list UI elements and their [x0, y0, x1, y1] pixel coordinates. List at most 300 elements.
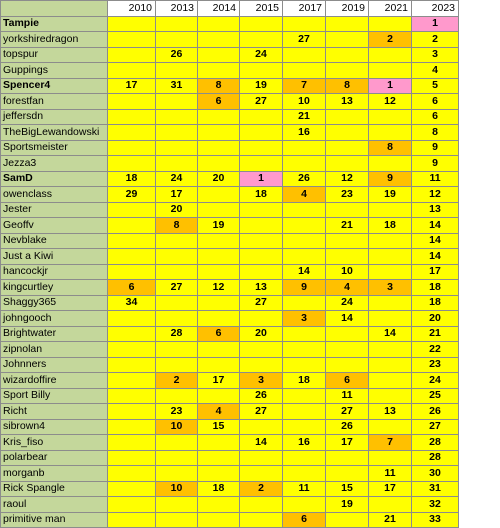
rank-2023-cell: 24 — [412, 373, 459, 389]
rank-2023-cell: 22 — [412, 342, 459, 358]
rank-cell: 26 — [240, 388, 283, 404]
rank-cell — [283, 249, 326, 265]
rank-cell — [156, 16, 198, 32]
table-row — [1, 249, 459, 265]
rank-cell — [283, 156, 326, 172]
rank-cell — [108, 63, 156, 79]
rank-cell — [108, 32, 156, 48]
rank-cell: 3 — [240, 373, 283, 389]
table-row — [1, 47, 459, 63]
rank-cell — [369, 264, 412, 280]
rank-cell — [326, 63, 369, 79]
rank-cell — [326, 233, 369, 249]
rank-cell: 24 — [326, 295, 369, 311]
rank-cell — [240, 218, 283, 234]
rank-cell: 10 — [156, 419, 198, 435]
rank-cell — [283, 140, 326, 156]
rank-2023-cell: 9 — [412, 140, 459, 156]
rank-cell: 27 — [240, 404, 283, 420]
player-name-cell: polarbear — [1, 450, 108, 466]
rank-cell — [108, 435, 156, 451]
rank-cell — [198, 47, 240, 63]
rank-cell: 10 — [283, 94, 326, 110]
rank-cell — [240, 202, 283, 218]
rank-cell: 19 — [240, 78, 283, 94]
rank-cell: 12 — [326, 171, 369, 187]
rank-cell — [108, 16, 156, 32]
player-name-cell: Rick Spangle — [1, 481, 108, 497]
table-row — [1, 512, 459, 528]
rank-cell: 16 — [283, 435, 326, 451]
player-name-cell: yorkshiredragon — [1, 32, 108, 48]
table-row — [1, 78, 459, 94]
rank-cell — [156, 311, 198, 327]
rank-2023-cell: 13 — [412, 202, 459, 218]
rank-cell — [156, 435, 198, 451]
rank-cell — [198, 295, 240, 311]
rank-cell — [108, 218, 156, 234]
rank-cell: 19 — [369, 187, 412, 203]
rank-2023-cell: 28 — [412, 450, 459, 466]
rank-cell — [198, 125, 240, 141]
table-row — [1, 342, 459, 358]
year-header-row — [1, 1, 459, 17]
player-name-cell: johngooch — [1, 311, 108, 327]
table-row — [1, 295, 459, 311]
player-name-cell: raoul — [1, 497, 108, 513]
table-row — [1, 466, 459, 482]
rank-cell: 21 — [326, 218, 369, 234]
rank-cell — [369, 109, 412, 125]
rank-cell — [240, 156, 283, 172]
rank-cell: 2 — [156, 373, 198, 389]
rank-cell: 31 — [156, 78, 198, 94]
rank-cell: 18 — [369, 218, 412, 234]
rank-cell: 8 — [198, 78, 240, 94]
player-name-cell: Geoffv — [1, 218, 108, 234]
rank-cell — [156, 249, 198, 265]
rank-2023-cell: 3 — [412, 47, 459, 63]
table-row — [1, 419, 459, 435]
rank-cell — [283, 295, 326, 311]
rank-2023-cell: 14 — [412, 249, 459, 265]
table-row — [1, 109, 459, 125]
rank-cell — [108, 125, 156, 141]
rank-2023-cell: 21 — [412, 326, 459, 342]
rank-cell — [326, 47, 369, 63]
rank-cell — [198, 342, 240, 358]
rank-cell — [283, 404, 326, 420]
rank-cell: 21 — [369, 512, 412, 528]
rank-cell: 11 — [283, 481, 326, 497]
rank-cell: 6 — [108, 280, 156, 296]
rank-cell — [108, 373, 156, 389]
rank-cell — [369, 202, 412, 218]
rank-cell — [369, 311, 412, 327]
rank-2023-cell: 18 — [412, 280, 459, 296]
rank-cell — [369, 47, 412, 63]
rank-cell: 14 — [283, 264, 326, 280]
rank-cell: 1 — [240, 171, 283, 187]
rank-cell: 26 — [156, 47, 198, 63]
table-row — [1, 202, 459, 218]
rank-cell: 17 — [198, 373, 240, 389]
rank-cell — [369, 388, 412, 404]
rank-cell: 7 — [369, 435, 412, 451]
rank-cell — [283, 326, 326, 342]
rank-2023-cell: 12 — [412, 187, 459, 203]
player-name-cell: Jezza3 — [1, 156, 108, 172]
rank-cell: 14 — [369, 326, 412, 342]
rank-cell: 6 — [283, 512, 326, 528]
rank-cell — [369, 63, 412, 79]
year-header: 2015 — [240, 1, 283, 17]
results-table-body — [1, 16, 459, 528]
rank-cell — [283, 233, 326, 249]
header-corner-cell — [1, 1, 108, 17]
player-name-cell: Just a Kiwi — [1, 249, 108, 265]
rank-cell — [240, 512, 283, 528]
rank-cell — [108, 388, 156, 404]
year-header: 2019 — [326, 1, 369, 17]
rank-cell — [326, 140, 369, 156]
rank-2023-cell: 6 — [412, 94, 459, 110]
rank-cell — [156, 466, 198, 482]
rank-cell — [108, 404, 156, 420]
year-header: 2021 — [369, 1, 412, 17]
rank-cell — [198, 187, 240, 203]
rank-2023-cell: 2 — [412, 32, 459, 48]
table-row — [1, 125, 459, 141]
rank-cell — [198, 311, 240, 327]
rank-cell — [283, 388, 326, 404]
rank-cell — [240, 63, 283, 79]
rank-cell — [198, 63, 240, 79]
rank-cell: 24 — [240, 47, 283, 63]
rank-cell — [198, 32, 240, 48]
player-name-cell: zipnolan — [1, 342, 108, 358]
rank-cell — [283, 357, 326, 373]
rank-cell: 18 — [198, 481, 240, 497]
rank-cell: 8 — [369, 140, 412, 156]
rank-cell — [198, 435, 240, 451]
rank-cell: 20 — [156, 202, 198, 218]
rank-cell — [156, 342, 198, 358]
rank-cell — [156, 32, 198, 48]
rank-cell — [198, 109, 240, 125]
rank-2023-cell: 1 — [412, 16, 459, 32]
table-row — [1, 218, 459, 234]
player-name-cell: sibrown4 — [1, 419, 108, 435]
rank-cell — [156, 233, 198, 249]
rank-cell — [108, 156, 156, 172]
rank-cell: 13 — [240, 280, 283, 296]
player-name-cell: hancockjr — [1, 264, 108, 280]
rank-cell — [108, 450, 156, 466]
rank-cell — [369, 357, 412, 373]
rank-cell — [156, 140, 198, 156]
rank-2023-cell: 33 — [412, 512, 459, 528]
rank-cell — [156, 357, 198, 373]
rank-cell — [240, 249, 283, 265]
rank-cell: 24 — [156, 171, 198, 187]
player-name-cell: Brightwater — [1, 326, 108, 342]
rank-cell — [156, 125, 198, 141]
rank-cell — [283, 342, 326, 358]
rank-cell — [326, 342, 369, 358]
player-name-cell: SamD — [1, 171, 108, 187]
rank-2023-cell: 4 — [412, 63, 459, 79]
player-name-cell: Richt — [1, 404, 108, 420]
rank-cell — [156, 109, 198, 125]
rank-cell: 27 — [240, 295, 283, 311]
player-name-cell: topspur — [1, 47, 108, 63]
table-row — [1, 16, 459, 32]
rank-cell — [240, 32, 283, 48]
rank-cell: 4 — [326, 280, 369, 296]
rank-cell: 8 — [156, 218, 198, 234]
player-name-cell: wizardoffire — [1, 373, 108, 389]
player-name-cell: Shaggy365 — [1, 295, 108, 311]
player-name-cell: jeffersdn — [1, 109, 108, 125]
rank-cell — [369, 16, 412, 32]
player-name-cell: Kris_fiso — [1, 435, 108, 451]
rank-2023-cell: 17 — [412, 264, 459, 280]
table-row — [1, 311, 459, 327]
rank-cell: 6 — [326, 373, 369, 389]
rank-cell: 20 — [198, 171, 240, 187]
rank-cell: 13 — [369, 404, 412, 420]
rank-cell — [326, 512, 369, 528]
rank-cell — [108, 94, 156, 110]
year-header: 2010 — [108, 1, 156, 17]
player-name-cell: TheBigLewandowski — [1, 125, 108, 141]
rank-cell — [156, 264, 198, 280]
rank-cell — [156, 388, 198, 404]
rank-cell — [240, 233, 283, 249]
rank-cell: 8 — [326, 78, 369, 94]
rank-cell: 26 — [326, 419, 369, 435]
rank-cell — [198, 450, 240, 466]
rank-cell — [156, 512, 198, 528]
rank-cell — [156, 450, 198, 466]
rank-cell: 4 — [198, 404, 240, 420]
rank-2023-cell: 6 — [412, 109, 459, 125]
table-row — [1, 373, 459, 389]
rank-cell — [240, 109, 283, 125]
rank-cell — [156, 295, 198, 311]
rank-cell — [108, 109, 156, 125]
rank-cell: 11 — [326, 388, 369, 404]
rank-cell: 34 — [108, 295, 156, 311]
rank-cell: 23 — [156, 404, 198, 420]
rank-cell — [156, 63, 198, 79]
table-row — [1, 94, 459, 110]
rank-cell: 17 — [108, 78, 156, 94]
rank-cell: 20 — [240, 326, 283, 342]
rank-cell: 1 — [369, 78, 412, 94]
table-row — [1, 388, 459, 404]
rank-2023-cell: 14 — [412, 218, 459, 234]
table-row — [1, 450, 459, 466]
table-row — [1, 326, 459, 342]
table-row — [1, 481, 459, 497]
rank-2023-cell: 9 — [412, 156, 459, 172]
rank-2023-cell: 18 — [412, 295, 459, 311]
rank-cell — [240, 16, 283, 32]
rank-cell — [326, 156, 369, 172]
rank-2023-cell: 31 — [412, 481, 459, 497]
rank-cell: 17 — [369, 481, 412, 497]
rank-cell: 15 — [198, 419, 240, 435]
table-row — [1, 264, 459, 280]
rank-cell: 10 — [156, 481, 198, 497]
rank-cell — [198, 16, 240, 32]
table-row — [1, 233, 459, 249]
year-header: 2013 — [156, 1, 198, 17]
year-header: 2014 — [198, 1, 240, 17]
rank-cell: 14 — [326, 311, 369, 327]
rank-cell — [108, 47, 156, 63]
rank-cell — [108, 342, 156, 358]
year-header: 2023 — [412, 1, 459, 17]
rank-cell: 9 — [369, 171, 412, 187]
table-row — [1, 357, 459, 373]
player-name-cell: owenclass — [1, 187, 108, 203]
rank-cell: 17 — [326, 435, 369, 451]
rank-cell: 10 — [326, 264, 369, 280]
rank-cell — [326, 125, 369, 141]
rank-cell: 12 — [198, 280, 240, 296]
rank-cell: 14 — [240, 435, 283, 451]
rank-cell: 13 — [326, 94, 369, 110]
rank-cell: 15 — [326, 481, 369, 497]
rank-cell: 9 — [283, 280, 326, 296]
rank-cell — [369, 233, 412, 249]
player-name-cell: Spencer4 — [1, 78, 108, 94]
player-name-cell: Guppings — [1, 63, 108, 79]
rank-cell — [369, 342, 412, 358]
rank-cell — [326, 357, 369, 373]
rank-cell — [198, 140, 240, 156]
table-row — [1, 187, 459, 203]
rank-cell — [326, 16, 369, 32]
rank-cell — [156, 94, 198, 110]
rank-cell — [240, 311, 283, 327]
rank-2023-cell: 23 — [412, 357, 459, 373]
rank-cell: 18 — [108, 171, 156, 187]
player-name-cell: Sport Billy — [1, 388, 108, 404]
rank-cell — [198, 357, 240, 373]
rank-cell — [283, 202, 326, 218]
rank-cell — [108, 326, 156, 342]
rank-cell — [369, 419, 412, 435]
rank-2023-cell: 14 — [412, 233, 459, 249]
rank-cell: 18 — [240, 187, 283, 203]
rank-cell — [283, 63, 326, 79]
player-name-cell: primitive man — [1, 512, 108, 528]
rank-cell — [108, 233, 156, 249]
rank-cell — [108, 357, 156, 373]
rank-cell: 27 — [283, 32, 326, 48]
rank-cell: 18 — [283, 373, 326, 389]
rank-cell: 16 — [283, 125, 326, 141]
rank-2023-cell: 20 — [412, 311, 459, 327]
table-row — [1, 63, 459, 79]
rank-cell: 26 — [283, 171, 326, 187]
rank-cell: 3 — [369, 280, 412, 296]
rank-cell: 6 — [198, 94, 240, 110]
player-name-cell: kingcurtley — [1, 280, 108, 296]
rank-cell — [108, 249, 156, 265]
rank-cell: 21 — [283, 109, 326, 125]
rank-cell — [108, 140, 156, 156]
player-name-cell: Nevblake — [1, 233, 108, 249]
table-row — [1, 140, 459, 156]
rank-cell: 6 — [198, 326, 240, 342]
rank-cell — [326, 450, 369, 466]
rank-cell — [108, 311, 156, 327]
table-row — [1, 32, 459, 48]
rank-cell — [283, 47, 326, 63]
rank-cell: 27 — [156, 280, 198, 296]
rank-cell: 2 — [240, 481, 283, 497]
rank-cell — [240, 450, 283, 466]
rank-cell: 29 — [108, 187, 156, 203]
player-name-cell: morganb — [1, 466, 108, 482]
rank-cell — [198, 233, 240, 249]
rank-cell: 17 — [156, 187, 198, 203]
rank-cell — [326, 249, 369, 265]
rank-cell — [198, 156, 240, 172]
table-row — [1, 156, 459, 172]
rank-cell — [283, 16, 326, 32]
rank-cell — [108, 202, 156, 218]
rank-cell: 23 — [326, 187, 369, 203]
rank-cell — [108, 512, 156, 528]
table-row — [1, 280, 459, 296]
rank-cell — [369, 125, 412, 141]
rank-cell — [326, 326, 369, 342]
rank-cell — [369, 295, 412, 311]
rank-cell — [326, 32, 369, 48]
table-row — [1, 171, 459, 187]
rank-cell — [283, 466, 326, 482]
rank-cell: 4 — [283, 187, 326, 203]
rank-cell: 28 — [156, 326, 198, 342]
rank-cell — [108, 419, 156, 435]
rank-cell: 2 — [369, 32, 412, 48]
rank-cell — [198, 512, 240, 528]
player-name-cell: Jester — [1, 202, 108, 218]
rank-cell: 3 — [283, 311, 326, 327]
rank-cell — [108, 481, 156, 497]
table-row — [1, 404, 459, 420]
rank-2023-cell: 28 — [412, 435, 459, 451]
rank-cell: 7 — [283, 78, 326, 94]
rank-2023-cell: 11 — [412, 171, 459, 187]
player-name-cell: forestfan — [1, 94, 108, 110]
rank-2023-cell: 30 — [412, 466, 459, 482]
rank-2023-cell: 26 — [412, 404, 459, 420]
player-name-cell: Tampie — [1, 16, 108, 32]
rank-cell — [283, 419, 326, 435]
player-name-cell: Johnners — [1, 357, 108, 373]
rank-cell — [108, 264, 156, 280]
rank-2023-cell: 25 — [412, 388, 459, 404]
table-row — [1, 435, 459, 451]
player-name-cell: Sportsmeister — [1, 140, 108, 156]
